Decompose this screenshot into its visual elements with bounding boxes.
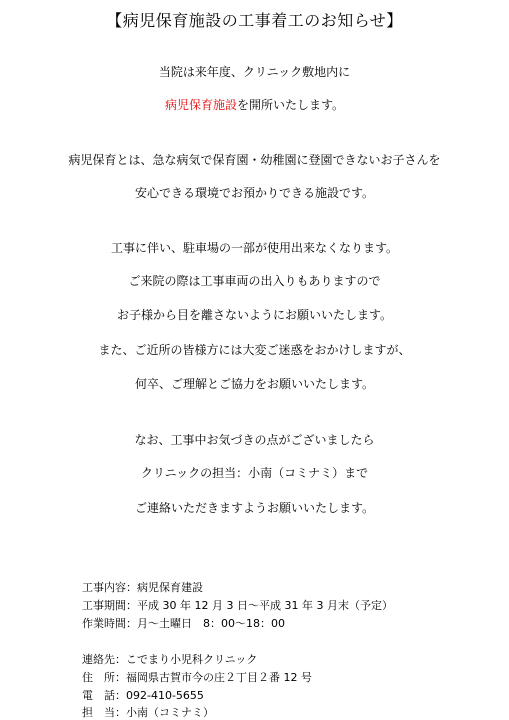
notice-line-5: 何卒、ご理解とご協力をお願いいたします。	[134, 377, 375, 391]
contact-address-value: 福岡県古賀市今の庄２丁目２番 12 号	[126, 671, 312, 684]
work-hours-row	[82, 615, 285, 631]
work-content-label: 工事内容：	[82, 581, 137, 594]
work-period-row	[82, 597, 393, 613]
contact-note-line-1: なお、工事中お気づきの点がございましたら	[134, 433, 375, 447]
contact-note-line-3: ご連絡いただきますようお願いいたします。	[134, 501, 375, 515]
work-content-value: 病児保育建設	[137, 581, 203, 594]
about-line-2: 安心できる環境でお預かりできる施設です。	[134, 186, 375, 200]
contact-address-row	[82, 669, 312, 685]
intro-line-2	[0, 96, 509, 113]
intro-line-1: 当院は来年度、クリニック敷地内に	[158, 65, 351, 79]
intro-line-2-rest: を開所いたします。	[236, 98, 345, 112]
notice-line-2: ご来院の際は工事車両の出入りもありますので	[128, 274, 381, 288]
notice-line-3: お子様から目を離さないようにお願いいたします。	[116, 308, 393, 322]
contact-person-label: 担 当：	[82, 706, 126, 719]
contact-person-row	[82, 704, 214, 720]
contact-phone-label: 電 話：	[82, 689, 126, 702]
notice-line-4: また、ご近所の皆様方には大変ご迷惑をおかけしますが、	[98, 343, 411, 357]
contact-address-label: 住 所：	[82, 671, 126, 684]
contact-phone-row	[82, 687, 204, 703]
work-period-value: 平成 30 年 12 月 3 日～平成 31 年 3 月末（予定）	[137, 599, 393, 612]
contact-person-value: 小南（コミナミ）	[126, 706, 214, 719]
work-hours-value: 月～土曜日 8：00～18：00	[137, 617, 285, 630]
work-period-label: 工事期間：	[82, 599, 137, 612]
work-content-row	[82, 579, 203, 595]
notice-title: 【病児保育施設の工事着工のお知らせ】	[106, 11, 403, 30]
contact-org-value: こでまり小児科クリニック	[126, 653, 258, 666]
facility-highlight: 病児保育施設	[164, 98, 237, 112]
contact-note-line-2: クリニックの担当：小南（コミナミ）まで	[140, 466, 369, 480]
contact-phone-value: 092-410-5655	[126, 689, 204, 702]
contact-org-label: 連絡先：	[82, 653, 126, 666]
contact-org-row	[82, 651, 257, 667]
notice-line-1: 工事に伴い、駐車場の一部が使用出来なくなります。	[110, 241, 399, 255]
about-line-1: 病児保育とは、急な病気で保育園・幼稚園に登園できないお子さんを	[68, 153, 441, 167]
work-hours-label: 作業時間：	[82, 617, 137, 630]
